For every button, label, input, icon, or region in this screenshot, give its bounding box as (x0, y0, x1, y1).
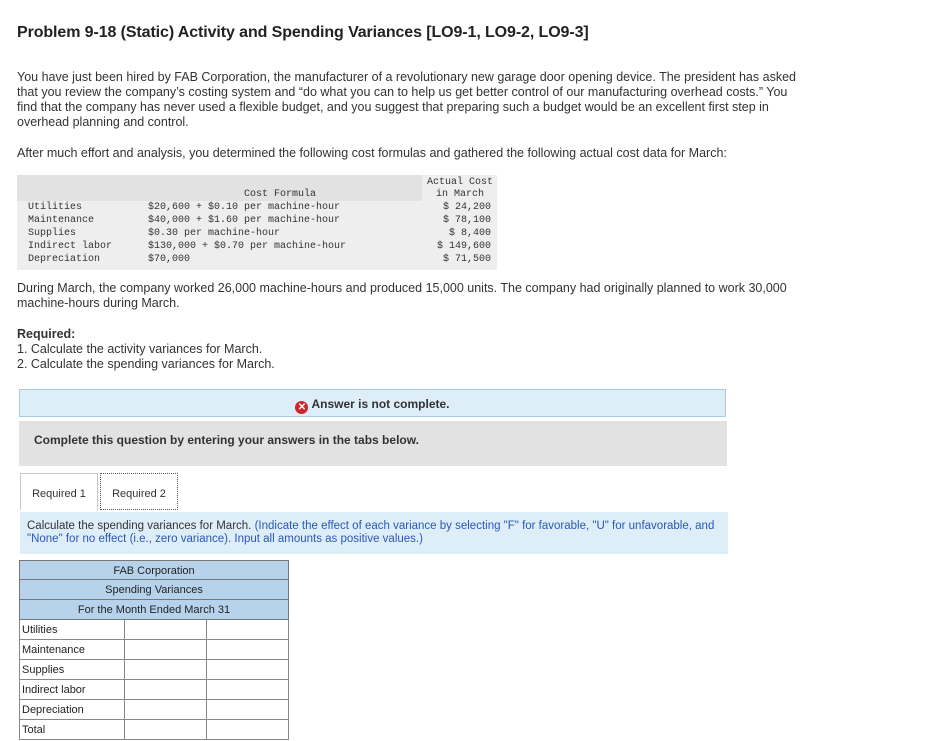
required-item: 1. Calculate the activity variances for March. (17, 342, 263, 356)
problem-title: Problem 9-18 (Static) Activity and Spending Variances [LO9-1, LO9-2, LO9-3] (17, 24, 589, 41)
tab-instruction-box (20, 512, 728, 554)
actual-cost: $ 71,500 (442, 254, 491, 265)
cost-formula: $130,000 + $0.70 per machine-hour (148, 241, 347, 252)
cost-formula: $70,000 (148, 254, 191, 265)
grid-row-supplies (19, 660, 289, 680)
amount-input[interactable] (124, 680, 206, 699)
grid-period-header: For the Month Ended March 31 (19, 600, 289, 620)
amount-input[interactable] (124, 660, 206, 679)
required-item: 2. Calculate the spending variances for March. (17, 357, 275, 371)
required-heading: Required: (17, 327, 76, 341)
tab-required-2[interactable] (100, 473, 178, 510)
cost-row (17, 228, 497, 241)
cost-formula: $40,000 + $1.60 per machine-hour (148, 215, 341, 226)
cost-formula: $20,600 + $0.10 per machine-hour (148, 202, 341, 213)
grid-row-label: Supplies (22, 664, 65, 676)
cost-formula-table (17, 175, 497, 270)
grid-row-total (19, 720, 289, 740)
actual-cost: $ 149,600 (436, 241, 491, 252)
grid-row-maintenance (19, 640, 289, 660)
amount-input[interactable] (124, 720, 206, 739)
cost-item: Indirect labor (28, 241, 113, 252)
grid-row-label: Indirect labor (22, 684, 86, 696)
actual-cost: $ 78,100 (442, 215, 491, 226)
cost-row (17, 202, 497, 215)
cost-item: Maintenance (28, 215, 95, 226)
instruction-main: Calculate the spending variances for March. (27, 520, 252, 532)
grid-row-label: Maintenance (22, 644, 85, 656)
cost-row (17, 241, 497, 254)
effect-select[interactable] (206, 620, 290, 639)
grid-row-label: Utilities (22, 624, 58, 636)
grid-row-label: Depreciation (22, 704, 84, 716)
effect-select[interactable] (206, 660, 290, 679)
grid-row-utilities (19, 620, 289, 640)
intro-paragraph: You have just been hired by FAB Corporation, the manufacturer of a revolutionary new garage door opening device. The president has asked that you review the company’s costing system and “do what you can to help us get better control of our manufacturing overhead costs.” You find that the company has never used a flexible budget, and you suggest that preparing such a budget would be an excellent first step in overhead planning and control. (17, 70, 796, 129)
error-x-icon: ✕ (295, 401, 308, 414)
grid-company-header: FAB Corporation (19, 560, 289, 580)
cost-row (17, 215, 497, 228)
grid-row-indirect-labor (19, 680, 289, 700)
effect-select[interactable] (206, 680, 290, 699)
tab-label: Required 2 (112, 488, 166, 500)
amount-input[interactable] (124, 700, 206, 719)
cost-data-intro: After much effort and analysis, you determined the following cost formulas and gathered the following actual cost data for March: (17, 146, 727, 160)
amount-input[interactable] (124, 640, 206, 659)
grid-row-label: Total (22, 724, 46, 736)
grid-row-depreciation (19, 700, 289, 720)
instruction-note: (Indicate the effect of each variance by selecting "F" for favorable, "U" for unfavorable, and "None" for no effect (i.e., zero variance). Input all amounts as positive values.) (27, 520, 715, 545)
tab-label: Required 1 (32, 488, 86, 500)
instructions-banner (19, 421, 727, 466)
effect-select[interactable] (206, 640, 290, 659)
amount-input[interactable] (124, 620, 206, 639)
effect-select[interactable] (206, 720, 290, 739)
tab-instruction (27, 520, 717, 546)
cost-formula-header: Cost Formula (244, 189, 317, 200)
effect-select[interactable] (206, 700, 290, 719)
tab-required-1[interactable] (20, 473, 98, 510)
complete-prompt: Complete this question by entering your answers in the tabs below. (34, 433, 419, 447)
grid-title-header: Spending Variances (19, 580, 289, 600)
machine-hours-paragraph: During March, the company worked 26,000 machine-hours and produced 15,000 units. The company had originally planned to work 30,000 machine-hours during March. (17, 281, 787, 310)
actual-cost: $ 8,400 (448, 228, 491, 239)
answer-status-text: Answer is not complete. (311, 397, 450, 411)
cost-item: Depreciation (28, 254, 101, 265)
actual-cost: $ 24,200 (442, 202, 491, 213)
cost-item: Utilities (28, 202, 83, 213)
answer-status-banner (19, 389, 726, 417)
actual-cost-header-sub: in March (435, 189, 484, 200)
cost-formula: $0.30 per machine-hour (148, 228, 281, 239)
actual-cost-header: Actual Cost (427, 177, 494, 188)
cost-item: Supplies (28, 228, 77, 239)
cost-row (17, 254, 497, 267)
